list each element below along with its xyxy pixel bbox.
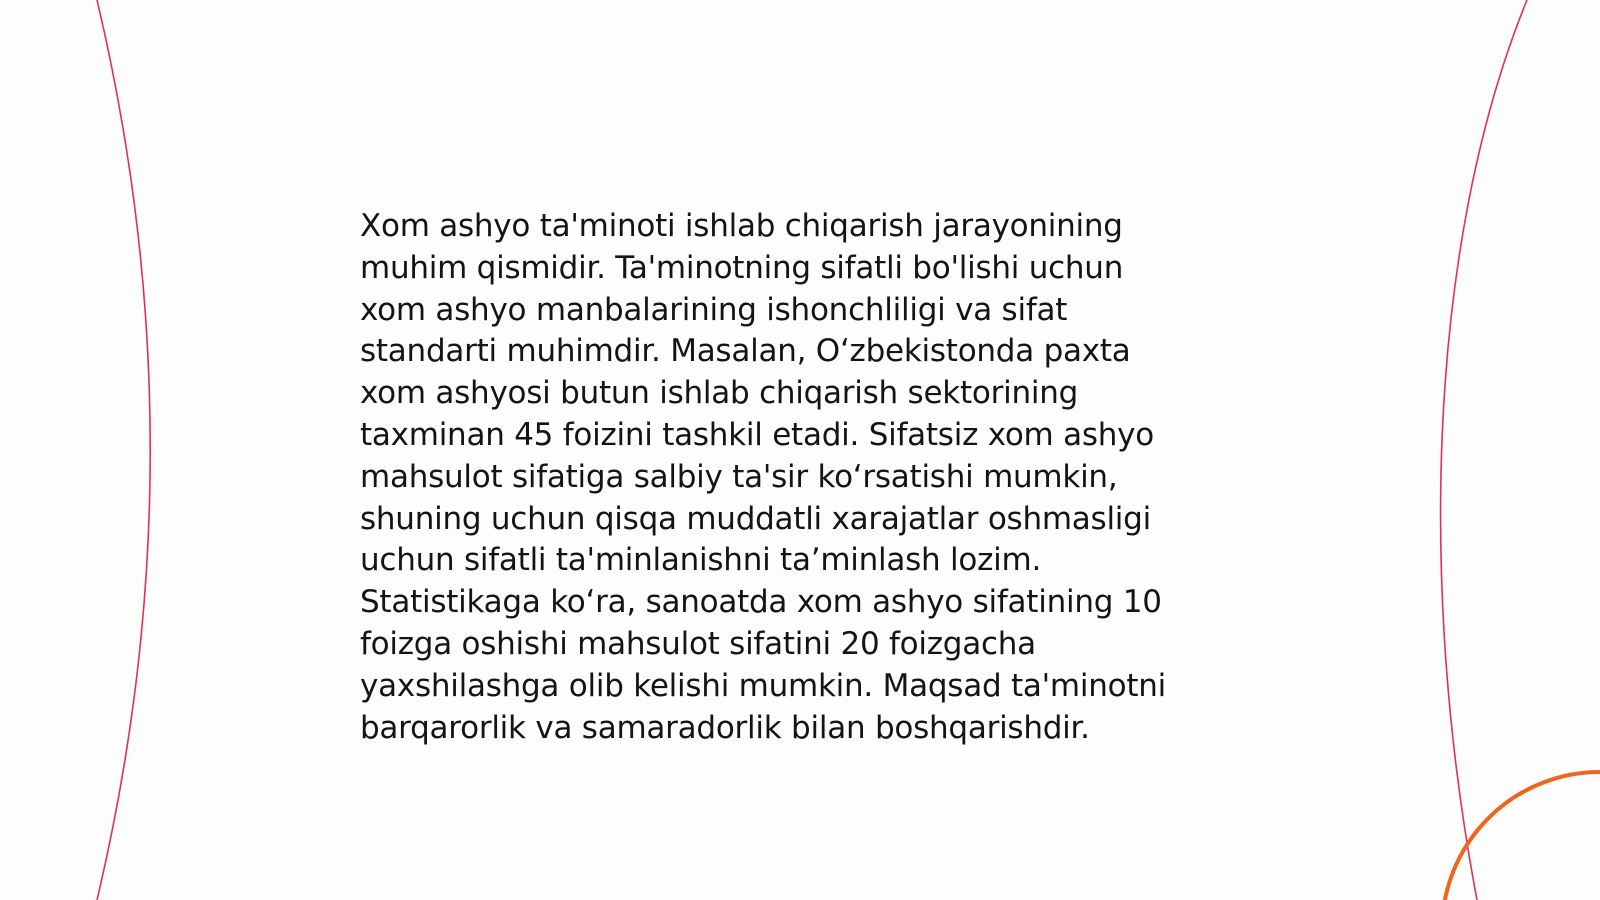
paragraph-line: mahsulot sifatiga salbiy ta'sir ko‘rsatishi mumkin, [360, 458, 1118, 495]
paragraph-line: xom ashyosi butun ishlab chiqarish sektorining [360, 375, 1079, 412]
paragraph-line: xom ashyo manbalarining ishonchliligi va sifat [360, 291, 1068, 328]
body-paragraph [360, 206, 1240, 749]
paragraph-line: Statistikaga ko‘ra, sanoatda xom ashyo sifatining 10 [360, 584, 1162, 621]
paragraph-line: standarti muhimdir. Masalan, O‘zbekistonda paxta [360, 333, 1131, 370]
paragraph-line: shuning uchun qisqa muddatli xarajatlar oshmasligi [360, 500, 1151, 537]
left-arc-line [97, 0, 150, 900]
paragraph-line: muhim qismidir. Ta'minotning sifatli bo'lishi uchun [360, 249, 1124, 286]
right-arc-line [1441, 0, 1527, 900]
paragraph-line: foizga oshishi mahsulot sifatini 20 foizgacha [360, 625, 1036, 662]
paragraph-line: barqarorlik va samaradorlik bilan boshqarishdir. [360, 709, 1090, 746]
paragraph-line: taxminan 45 foizini tashkil etadi. Sifatsiz xom ashyo [360, 416, 1154, 453]
paragraph-line: yaxshilashga olib kelishi mumkin. Maqsad ta'minotni [360, 667, 1166, 704]
paragraph-line: uchun sifatli ta'minlanishni ta’minlash lozim. [360, 542, 1042, 579]
paragraph-line: Xom ashyo ta'minoti ishlab chiqarish jarayonining [360, 208, 1123, 244]
